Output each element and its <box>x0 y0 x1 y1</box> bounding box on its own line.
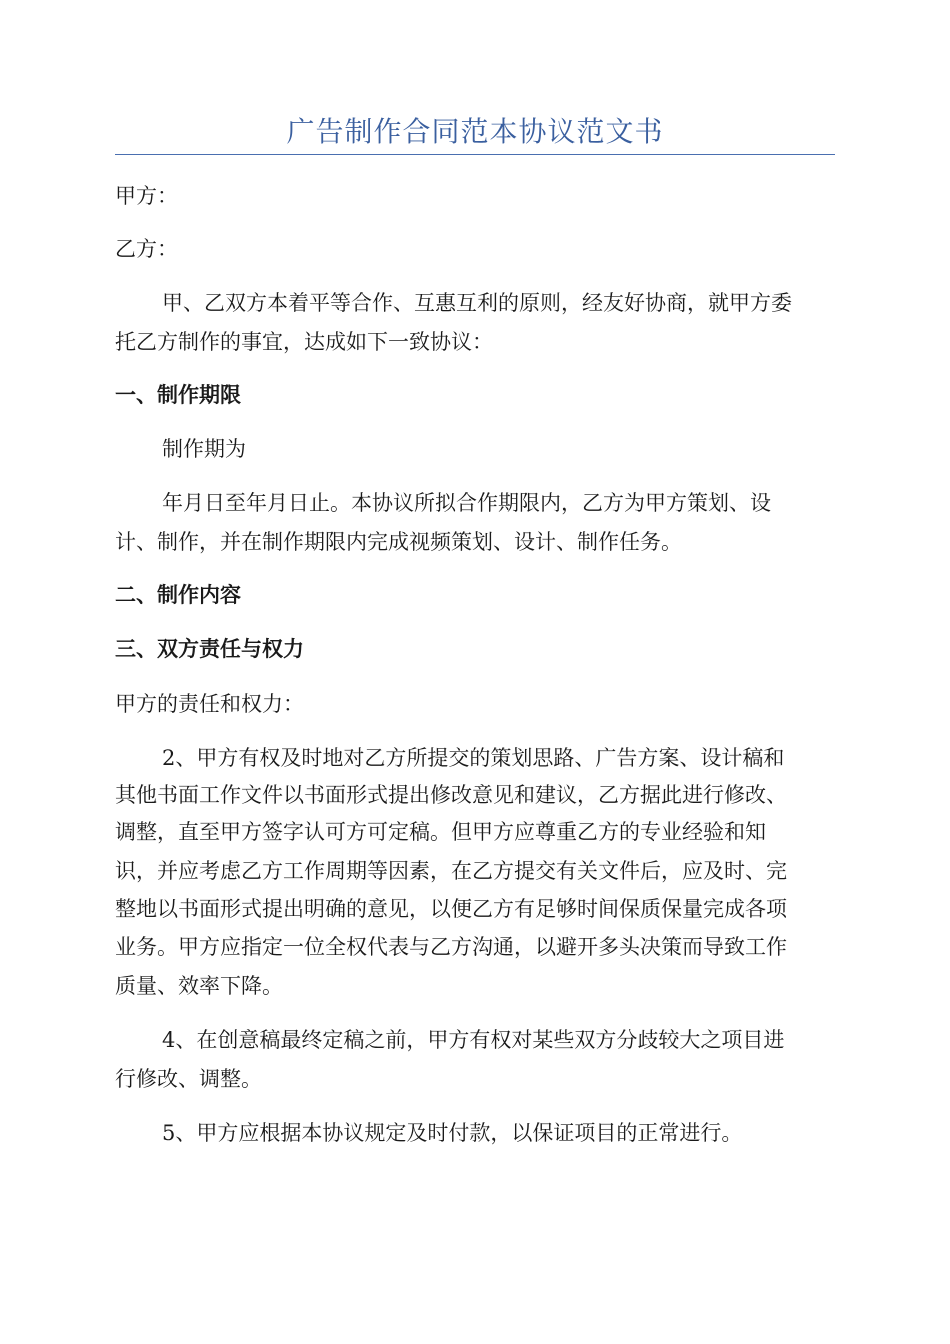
party-b-label: 乙方： <box>115 237 178 261</box>
section-1-para-2-line-2: 计、制作，并在制作期限内完成视频策划、设计、制作任务。 <box>115 530 682 554</box>
item-4-line-2: 行修改、调整。 <box>115 1067 262 1091</box>
section-1-heading: 一、制作期限 <box>115 383 241 407</box>
item-2-line-1: 2、甲方有权及时地对乙方所提交的策划思路、广告方案、设计稿和 <box>162 746 785 770</box>
title-underline <box>115 154 835 155</box>
item-4-line-1: 4、在创意稿最终定稿之前，甲方有权对某些双方分歧较大之项目进 <box>162 1028 785 1052</box>
section-1-para-2-line-1: 年月日至年月日止。本协议所拟合作期限内，乙方为甲方策划、设 <box>162 491 771 515</box>
item-2-line-5: 整地以书面形式提出明确的意见，以便乙方有足够时间保质保量完成各项 <box>115 897 787 921</box>
section-1-para-1: 制作期为 <box>162 437 246 461</box>
item-2-line-6: 业务。甲方应指定一位全权代表与乙方沟通，以避开多头决策而导致工作 <box>115 935 787 959</box>
party-a-label: 甲方： <box>115 184 178 208</box>
intro-line-1: 甲、乙双方本着平等合作、互惠互利的原则，经友好协商，就甲方委 <box>162 291 792 315</box>
item-5-line-1: 5、甲方应根据本协议规定及时付款，以保证项目的正常进行。 <box>162 1121 743 1145</box>
document-title: 广告制作合同范本协议范文书 <box>286 115 664 148</box>
item-2-line-3: 调整，直至甲方签字认可方可定稿。但甲方应尊重乙方的专业经验和知 <box>115 820 766 844</box>
item-2-line-7: 质量、效率下降。 <box>115 974 283 998</box>
item-2-line-4: 识，并应考虑乙方工作周期等因素，在乙方提交有关文件后，应及时、完 <box>115 859 787 883</box>
section-2-heading: 二、制作内容 <box>115 583 241 607</box>
item-2-line-2: 其他书面工作文件以书面形式提出修改意见和建议，乙方据此进行修改、 <box>115 783 787 807</box>
intro-line-2: 托乙方制作的事宜，达成如下一致协议： <box>115 330 493 354</box>
party-a-duties-label: 甲方的责任和权力： <box>115 692 304 716</box>
section-3-heading: 三、双方责任与权力 <box>115 637 304 661</box>
